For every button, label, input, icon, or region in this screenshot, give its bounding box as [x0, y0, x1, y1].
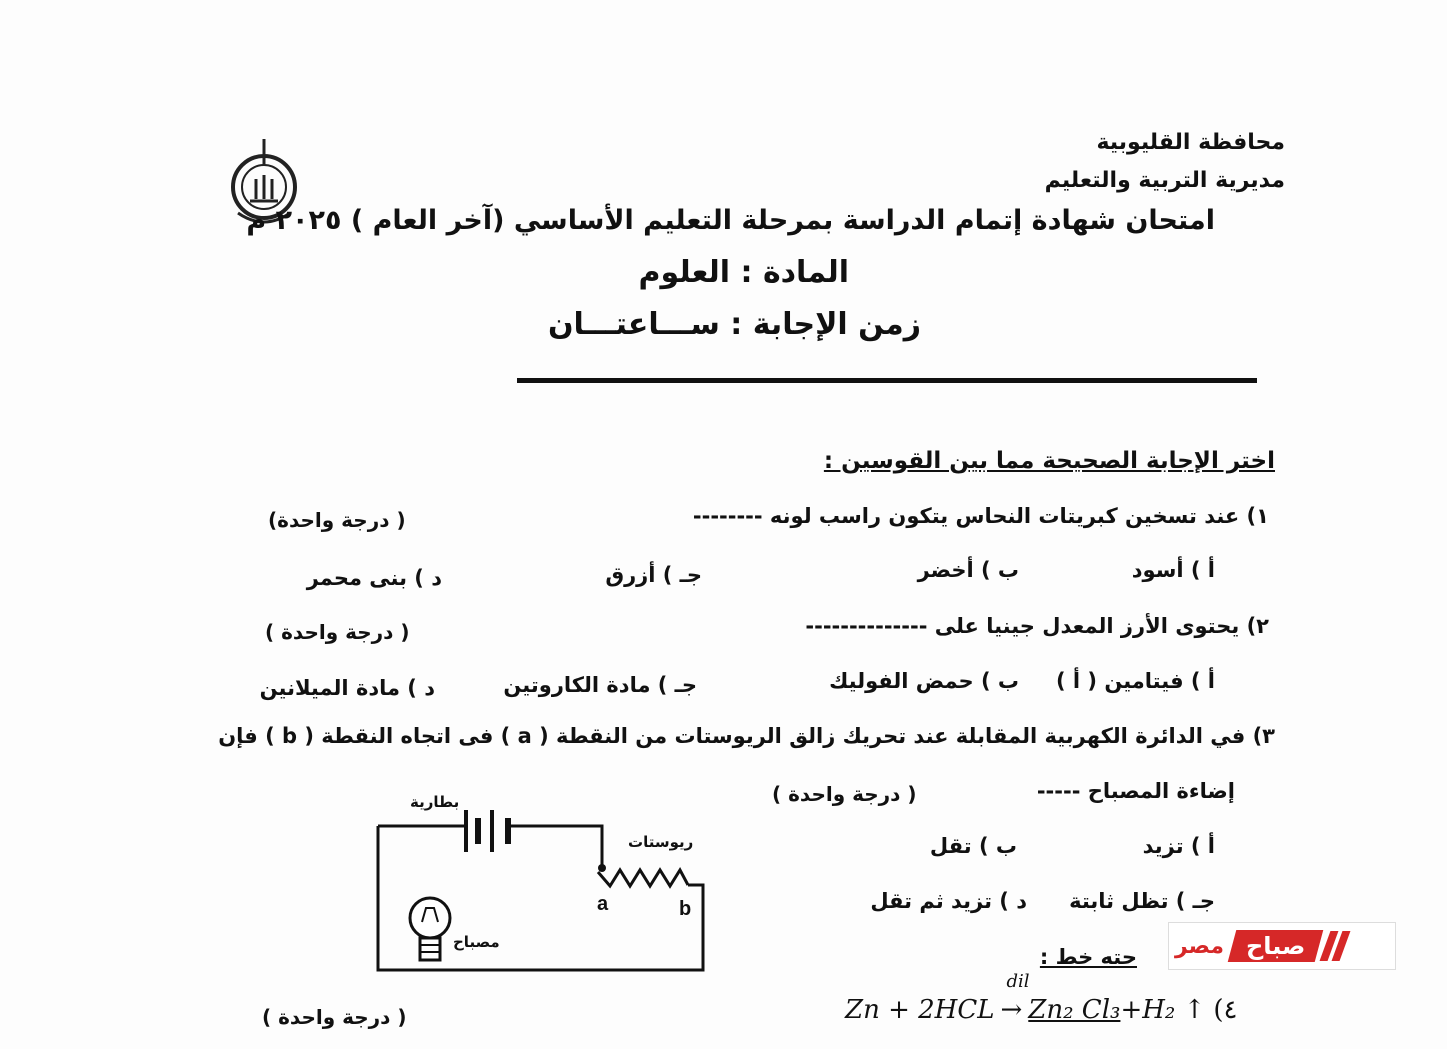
equation-product-underlined: Zn₂ Cl₃: [1028, 995, 1121, 1025]
q2-option-b[interactable]: ب ) حمض الفوليك: [829, 669, 1019, 693]
q2-option-c[interactable]: جـ ) مادة الكاروتين: [503, 673, 697, 697]
rheostat-label: ريوستات: [628, 833, 694, 851]
q2-option-d[interactable]: د ) مادة الميلانين: [259, 676, 435, 700]
point-b-label: b: [679, 898, 692, 920]
circuit-diagram: [370, 790, 715, 980]
exam-title: امتحان شهادة إتمام الدراسة بمرحلة التعليم الأساسي (آخر العام ) ٢٠٢٥ م: [246, 205, 1215, 236]
brand-main-text: صباح: [1245, 932, 1306, 960]
equation-product-rest: +H₂ ↑: [1120, 995, 1206, 1025]
brand-sub-text: مصر: [1175, 933, 1224, 959]
question-4-instruction: حته خط :: [1039, 945, 1137, 969]
question-1-mark: ( درجة واحدة): [268, 508, 406, 532]
question-4-equation: [845, 971, 1238, 1025]
question-4-mark: ( درجة واحدة ): [262, 1005, 407, 1029]
question-3-text: ٣) في الدائرة الكهربية المقابلة عند تحريك زالق الريوستات من النقطة ( a ) فى اتجاه النقطة ( b ) فإن: [218, 724, 1275, 748]
equation-reactants: Zn + 2HCL: [845, 995, 995, 1025]
equation-condition: dil: [1006, 971, 1030, 992]
question-3-text-cont: إضاءة المصباح -----: [1036, 779, 1235, 803]
q3-option-b[interactable]: ب ) تقل: [929, 834, 1017, 858]
q3-option-a[interactable]: أ ) تزيد: [1142, 834, 1215, 858]
subject-label: المادة : العلوم: [638, 255, 849, 290]
question-4-number: (٤: [1213, 995, 1238, 1025]
brand-watermark-logo: [1168, 922, 1396, 970]
lamp-label: مصباح: [453, 933, 500, 951]
q1-option-b[interactable]: ب ) أخضر: [917, 558, 1019, 582]
governorate-label: محافظة القليوبية: [1096, 130, 1285, 155]
question-2-text: ٢) يحتوى الأرز المعدل جينيا على --------------: [805, 614, 1269, 638]
q3-option-d[interactable]: د ) تزيد ثم تقل: [870, 889, 1027, 913]
q1-option-a[interactable]: أ ) أسود: [1131, 558, 1215, 582]
question-1-text: ١) عند تسخين كبريتات النحاس يتكون راسب لونه --------: [692, 504, 1269, 528]
section-instruction: اختر الإجابة الصحيحة مما بين القوسين :: [823, 448, 1275, 474]
q2-option-a[interactable]: أ ) فيتامين ( أ ): [1056, 669, 1215, 693]
battery-label: بطارية: [410, 793, 460, 811]
question-3-mark: ( درجة واحدة ): [772, 782, 917, 806]
question-2-mark: ( درجة واحدة ): [265, 620, 410, 644]
header-divider: [517, 378, 1257, 383]
duration-label: زمن الإجابة : ســـاعتـــان: [547, 307, 921, 342]
q1-option-c[interactable]: جـ ) أزرق: [605, 563, 702, 587]
directorate-label: مديرية التربية والتعليم: [1044, 168, 1285, 193]
q1-option-d[interactable]: د ) بنى محمر: [306, 566, 442, 590]
q3-option-c[interactable]: جـ ) تظل ثابتة: [1069, 889, 1215, 913]
brand-main-box: [1228, 930, 1324, 962]
equation-arrow: →: [1000, 995, 1023, 1025]
point-a-label: a: [597, 893, 609, 915]
